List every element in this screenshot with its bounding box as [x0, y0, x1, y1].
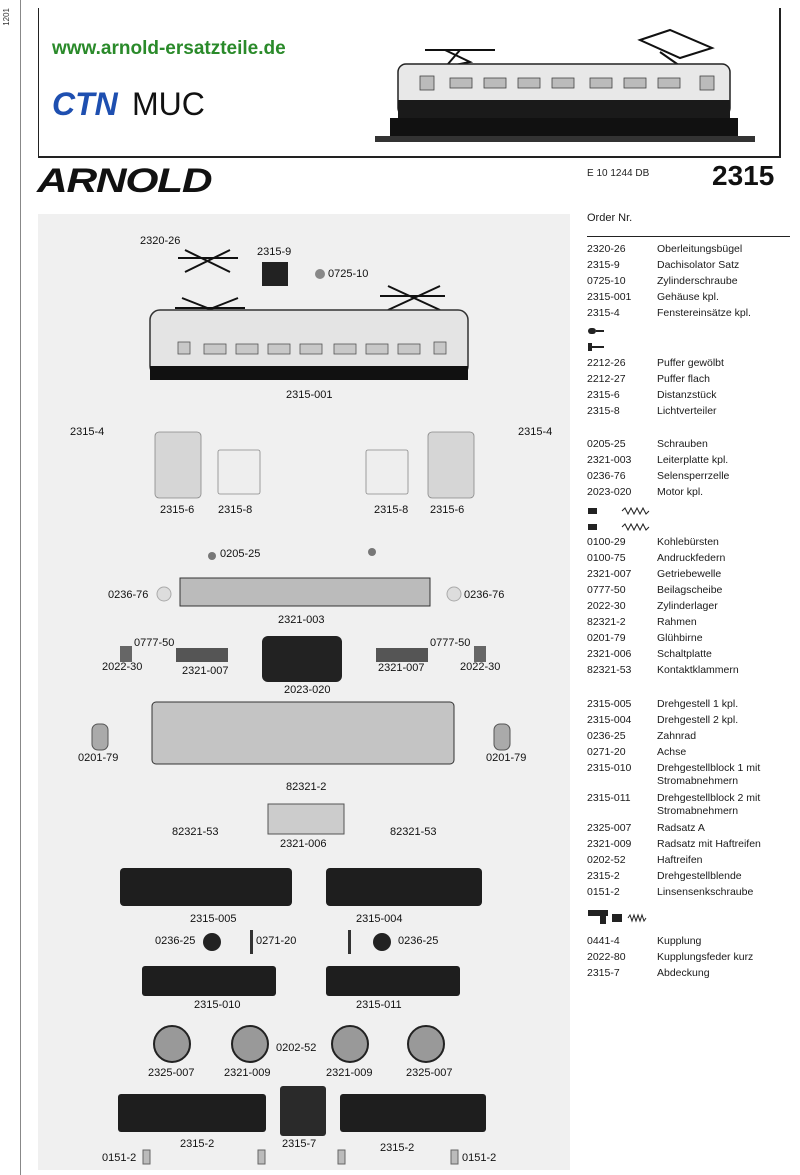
part-description: Drehgestell 2 kpl.	[657, 714, 739, 726]
part-number: 2023-020	[587, 486, 632, 498]
part-number: 2212-26	[587, 357, 626, 369]
label-2321-009-right: 2321-009	[326, 1067, 373, 1079]
part-number: 2022-80	[587, 951, 626, 963]
part-description: Drehgestell 1 kpl.	[657, 698, 739, 710]
label-2022-30-right: 2022-30	[460, 661, 501, 673]
label-2321-007-left: 2321-007	[182, 665, 229, 677]
label-2320-26: 2320-26	[140, 235, 181, 247]
shop-url[interactable]: www.arnold-ersatzteile.de	[52, 38, 286, 59]
part-number: 2320-26	[587, 243, 626, 255]
part-number: 0100-29	[587, 536, 626, 548]
part-number: 2315-6	[587, 389, 620, 401]
label-2315-7: 2315-7	[282, 1138, 317, 1150]
part-description: Oberleitungsbügel	[657, 243, 743, 255]
part-number: 2315-8	[587, 405, 620, 417]
model-subtitle: E 10 1244 DB	[587, 168, 650, 179]
part-description: Distanzstück	[657, 389, 717, 401]
part-description: Linsensenkschraube	[657, 886, 754, 898]
part-number: 2315-2	[587, 870, 620, 882]
part-number: 0441-4	[587, 935, 620, 947]
part-description: Achse	[657, 746, 687, 758]
label-2315-001: 2315-001	[286, 389, 333, 401]
part-description: Radsatz A	[657, 822, 705, 834]
part-description: Gehäuse kpl.	[657, 291, 719, 303]
part-description: Schaltplatte	[657, 648, 712, 660]
ctn-logo-text: CTN	[52, 86, 118, 122]
part-number: 0205-25	[587, 438, 626, 450]
part-description: Zahnrad	[657, 730, 697, 742]
part-number: 2321-007	[587, 568, 632, 580]
part-description: Abdeckung	[657, 967, 710, 979]
label-2315-2-left: 2315-2	[180, 1138, 215, 1150]
part-number: 0100-75	[587, 552, 626, 564]
part-description: Leiterplatte kpl.	[657, 454, 729, 466]
model-number: 2315	[712, 160, 775, 191]
label-82321-2: 82321-2	[286, 781, 327, 793]
part-number: 0271-20	[587, 746, 626, 758]
part-description: Glühbirne	[657, 632, 703, 644]
label-0236-76-left: 0236-76	[108, 589, 149, 601]
part-number: 2325-007	[587, 822, 632, 834]
part-description: Motor kpl.	[657, 486, 704, 498]
label-0202-52: 0202-52	[276, 1042, 317, 1054]
part-description: Kohlebürsten	[657, 536, 719, 548]
part-description: Drehgestellblende	[657, 870, 742, 882]
part-number: 0202-52	[587, 854, 626, 866]
label-0236-25-right: 0236-25	[398, 935, 439, 947]
part-description: Kontaktklammern	[657, 664, 739, 676]
part-number: 2315-005	[587, 698, 632, 710]
buffer-symbol-domed	[588, 328, 604, 334]
part-description: Selensperrzelle	[657, 470, 730, 482]
label-0725-10: 0725-10	[328, 268, 369, 280]
part-description: Lichtverteiler	[657, 405, 717, 417]
label-2321-007-right: 2321-007	[378, 662, 425, 674]
part-number: 0236-76	[587, 470, 626, 482]
part-number: 82321-53	[587, 664, 632, 676]
margin-code: 1201	[2, 8, 11, 26]
label-2315-6-right: 2315-6	[430, 504, 465, 516]
label-2315-6-left: 2315-6	[160, 504, 195, 516]
label-2315-9: 2315-9	[257, 246, 292, 258]
part-number: 2315-001	[587, 291, 632, 303]
label-2321-006: 2321-006	[280, 838, 327, 850]
muc-logo-text: MUC	[132, 86, 205, 122]
label-2315-8-right: 2315-8	[374, 504, 409, 516]
coupling-spring-symbol	[628, 915, 646, 921]
label-2325-007-right: 2325-007	[406, 1067, 453, 1079]
part-number: 2315-4	[587, 307, 620, 319]
part-number: 2315-010	[587, 762, 632, 774]
buffer-symbol-flat	[588, 343, 604, 351]
label-0151-2-left: 0151-2	[102, 1152, 137, 1164]
part-number: 2321-006	[587, 648, 632, 660]
part-number: 0201-79	[587, 632, 626, 644]
part-description: Drehgestellblock 2 mit Stromabnehmern	[657, 792, 761, 817]
label-0205-25: 0205-25	[220, 548, 261, 560]
part-description: Rahmen	[657, 616, 697, 628]
label-2023-020: 2023-020	[284, 684, 331, 696]
part-number: 2022-30	[587, 600, 626, 612]
label-2315-011: 2315-011	[356, 999, 402, 1011]
label-2022-30-left: 2022-30	[102, 661, 143, 673]
part-number: 2315-011	[587, 792, 631, 804]
part-description: Drehgestellblock 1 mit Stromabnehmern	[657, 762, 761, 787]
label-2315-005: 2315-005	[190, 913, 237, 925]
label-0236-25-left: 0236-25	[155, 935, 196, 947]
label-0271-20: 0271-20	[256, 935, 297, 947]
label-0201-79-right: 0201-79	[486, 752, 527, 764]
coupling-symbol	[588, 910, 622, 924]
part-description: Dachisolator Satz	[657, 259, 740, 271]
brand-logo: ARNOLD	[37, 162, 212, 200]
label-0201-79-left: 0201-79	[78, 752, 119, 764]
part-number: 2321-009	[587, 838, 632, 850]
label-0777-50-left: 0777-50	[134, 637, 175, 649]
part-description: Puffer gewölbt	[657, 357, 724, 369]
part-description: Zylinderlager	[657, 600, 718, 612]
carbon-brush-symbol	[588, 508, 597, 530]
part-description: Beilagscheibe	[657, 584, 723, 596]
part-description: Getriebewelle	[657, 568, 722, 580]
part-description: Radsatz mit Haftreifen	[657, 838, 761, 850]
part-number: 2315-9	[587, 259, 620, 271]
label-0151-2-right: 0151-2	[462, 1152, 497, 1164]
label-0777-50-right: 0777-50	[430, 637, 471, 649]
label-2315-4-right: 2315-4	[518, 426, 553, 438]
part-number: 2315-7	[587, 967, 620, 979]
part-number: 0777-50	[587, 584, 626, 596]
part-description: Schrauben	[657, 438, 708, 450]
label-2315-2-right: 2315-2	[380, 1142, 415, 1154]
part-number: 0151-2	[587, 886, 620, 898]
label-82321-53-right: 82321-53	[390, 826, 437, 838]
part-number: 0236-25	[587, 730, 626, 742]
label-2315-004: 2315-004	[356, 913, 403, 925]
label-2315-8-left: 2315-8	[218, 504, 253, 516]
order-list-title: Order Nr.	[587, 212, 633, 224]
part-description: Kupplungsfeder kurz	[657, 951, 754, 963]
label-0236-76-right: 0236-76	[464, 589, 505, 601]
part-number: 2212-27	[587, 373, 626, 385]
label-2321-003: 2321-003	[278, 614, 325, 626]
label-2315-4-left: 2315-4	[70, 426, 105, 438]
part-number: 0725-10	[587, 275, 626, 287]
part-number: 2315-004	[587, 714, 632, 726]
part-number: 2321-003	[587, 454, 632, 466]
part-description: Fenstereinsätze kpl.	[657, 307, 751, 319]
part-number: 82321-2	[587, 616, 626, 628]
label-2321-009-left: 2321-009	[224, 1067, 271, 1079]
part-description: Puffer flach	[657, 373, 710, 385]
part-description: Kupplung	[657, 935, 702, 947]
label-2325-007-left: 2325-007	[148, 1067, 195, 1079]
part-description: Andruckfedern	[657, 552, 726, 564]
part-description: Zylinderschraube	[657, 275, 738, 287]
part-description: Haftreifen	[657, 854, 703, 866]
spring-symbol	[622, 508, 649, 530]
label-82321-53-left: 82321-53	[172, 826, 219, 838]
label-2315-010: 2315-010	[194, 999, 241, 1011]
